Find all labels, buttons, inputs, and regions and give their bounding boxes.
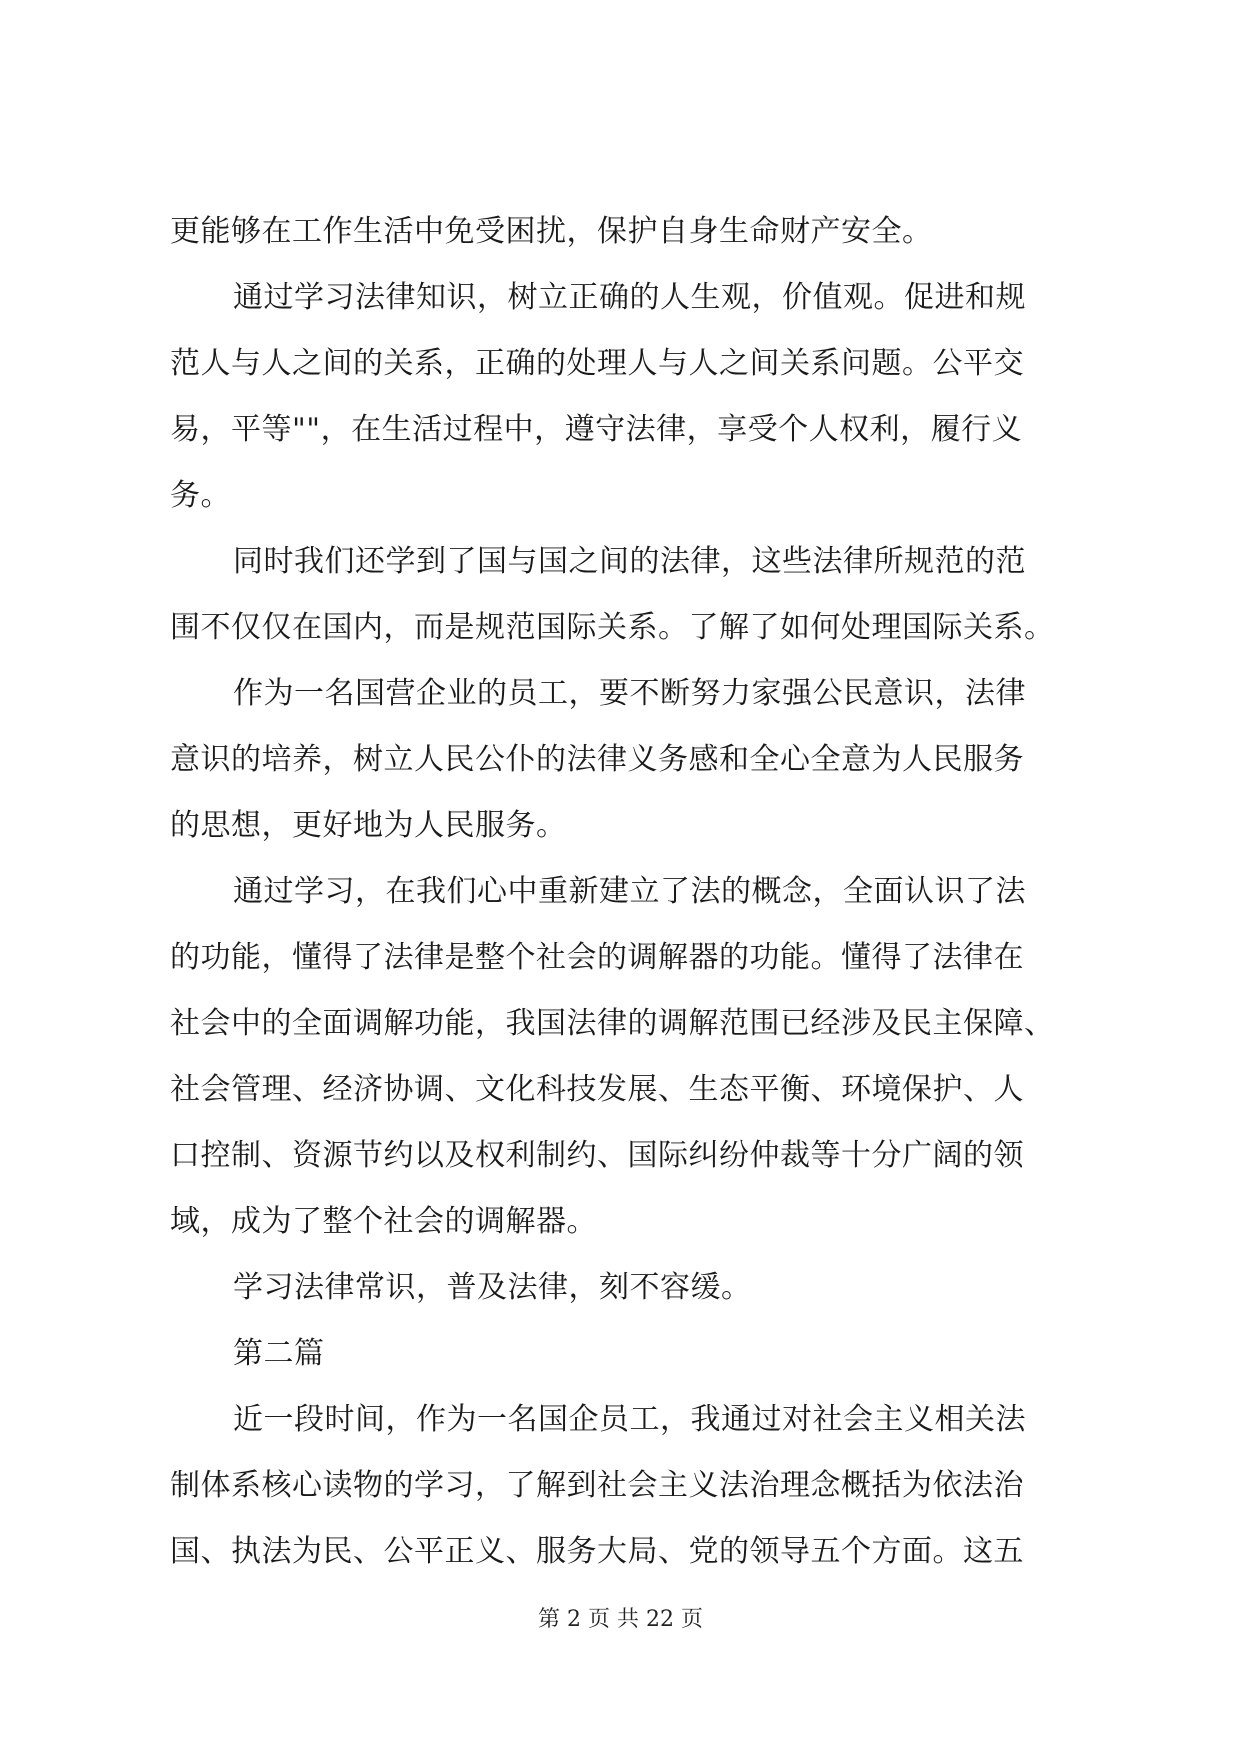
- text-line: 范人与人之间的关系，正确的处理人与人之间关系问题。公平交: [170, 346, 1024, 381]
- text-line: 通过学习法律知识，树立正确的人生观，价值观。促进和规: [233, 280, 1026, 315]
- text-line: 社会中的全面调解功能，我国法律的调解范围已经涉及民主保障、: [170, 1006, 1055, 1041]
- text-line: 社会管理、经济协调、文化科技发展、生态平衡、环境保护、人: [170, 1072, 1024, 1107]
- text-line: 同时我们还学到了国与国之间的法律，这些法律所规范的范: [233, 544, 1026, 579]
- text-line: 制体系核心读物的学习，了解到社会主义法治理念概括为依法治: [170, 1468, 1024, 1503]
- text-line: 通过学习，在我们心中重新建立了法的概念，全面认识了法: [233, 874, 1026, 909]
- page-number-footer: 第 2 页 共 22 页: [538, 1607, 703, 1632]
- text-line: 的思想，更好地为人民服务。: [170, 808, 567, 843]
- text-line: 更能够在工作生活中免受困扰，保护自身生命财产安全。: [170, 214, 933, 249]
- text-line: 口控制、资源节约以及权利制约、国际纠纷仲裁等十分广阔的领: [170, 1138, 1024, 1173]
- text-line: 国、执法为民、公平正义、服务大局、党的领导五个方面。这五: [170, 1534, 1024, 1569]
- text-line: 围不仅仅在国内，而是规范国际关系。了解了如何处理国际关系。: [170, 610, 1055, 645]
- text-line: 域，成为了整个社会的调解器。: [170, 1204, 597, 1239]
- text-line: 近一段时间，作为一名国企员工，我通过对社会主义相关法: [233, 1402, 1026, 1437]
- text-line: 易，平等""，在生活过程中，遵守法律，享受个人权利，履行义: [170, 412, 1023, 447]
- text-line: 的功能，懂得了法律是整个社会的调解器的功能。懂得了法律在: [170, 940, 1024, 975]
- text-line: 学习法律常识，普及法律，刻不容缓。: [233, 1270, 752, 1305]
- text-line: 意识的培养，树立人民公仆的法律义务感和全心全意为人民服务: [170, 742, 1024, 777]
- text-line: 作为一名国营企业的员工，要不断努力家强公民意识，法律: [233, 676, 1026, 711]
- text-line: 务。: [170, 478, 231, 513]
- section-heading: 第二篇: [233, 1336, 325, 1371]
